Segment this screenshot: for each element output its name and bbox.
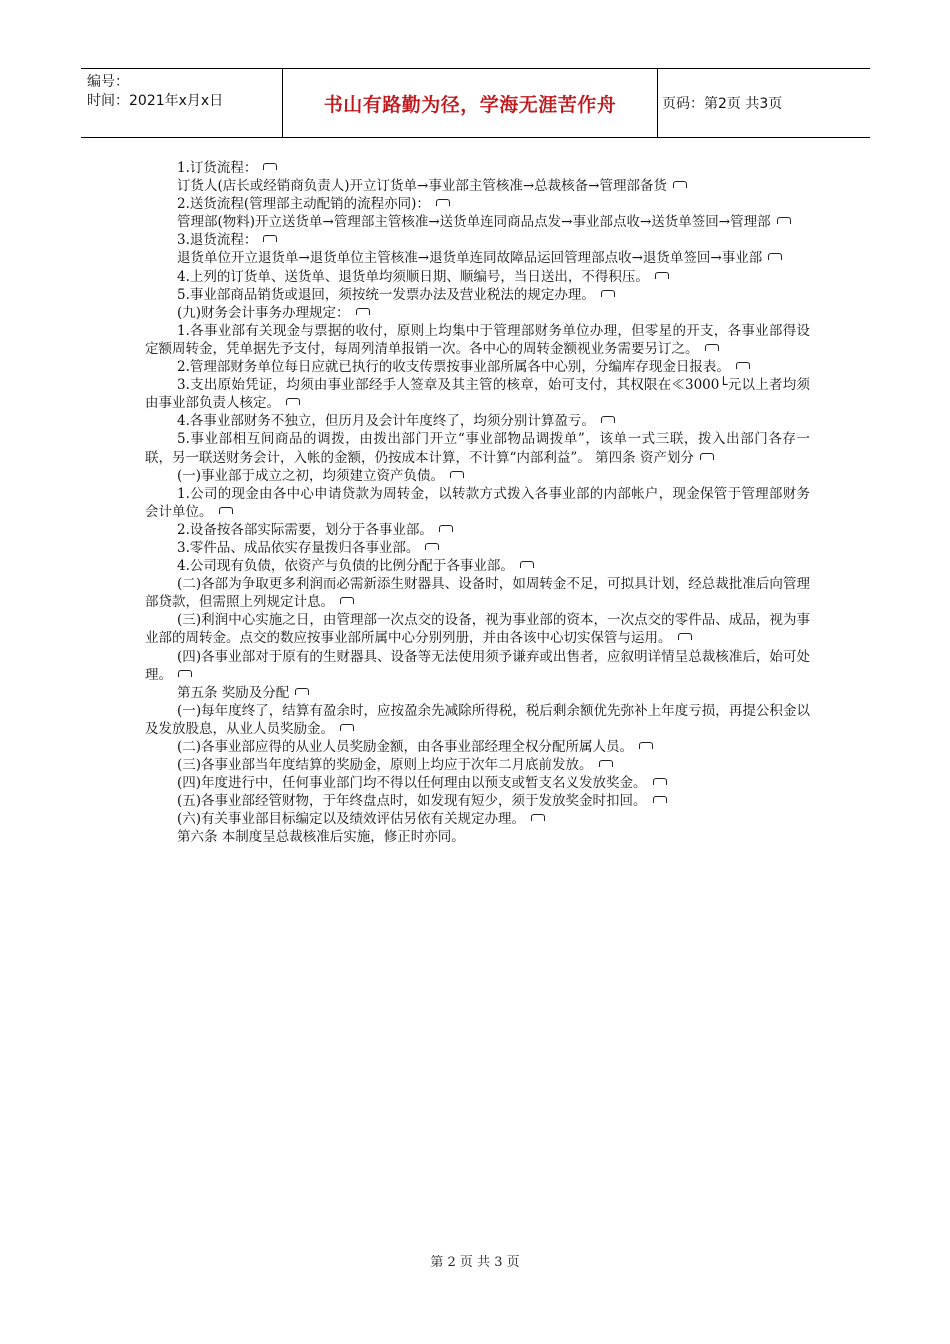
paragraph-mark-icon: [295, 688, 309, 695]
paragraph: (三)利润中心实施之日，由管理部一次点交的设备，视为事业部的资本，一次点交的零件品、成品，视为事业部的周转金。点交的数应按事业部所属中心分别列册，并由各该中心切实保管与运用。: [145, 612, 810, 647]
paragraph-mark-icon: [601, 290, 615, 297]
paragraph-mark-icon: [219, 507, 233, 514]
paragraph: 2.设备按各部实际需要，划分于各事业部。: [145, 521, 810, 539]
paragraph: 2.送货流程(管理部主动配销的流程亦同)：: [145, 195, 810, 213]
paragraph-mark-icon: [705, 344, 719, 351]
paragraph-mark-icon: [450, 471, 464, 478]
paragraph: 退货单位开立退货单→退货单位主管核准→退货单连同故障品运回管理部点收→退货单签回→事业部: [145, 249, 810, 267]
paragraph: 第五条 奖励及分配: [145, 684, 810, 702]
paragraph-mark-icon: [263, 163, 277, 170]
paragraph: 5.事业部相互间商品的调拨，由拨出部门开立“事业部物品调拨单”，该单一式三联，拨入出部门各存一联，另一联送财务会计，入帐的金额，仍按成本计算，不计算“内部利益”。 第四条 资产划分: [145, 431, 810, 466]
paragraph: 第六条 本制度呈总裁核准后实施，修正时亦同。: [177, 829, 465, 846]
paragraph: 4.上列的订货单、送货单、退货单均须顺日期、顺编号，当日送出，不得积压。: [145, 268, 810, 286]
paragraph: 3.支出原始凭证，均须由事业部经手人签章及其主管的核章，始可支付，其权限在≪3000└元以上者均须由事业部负责人核定。: [145, 377, 810, 412]
paragraph: 1.订货流程：: [145, 159, 810, 177]
paragraph: 3.零件品、成品依实存量拨归各事业部。: [145, 539, 810, 557]
paragraph: (一)事业部于成立之初，均须建立资产负债。: [145, 467, 810, 485]
paragraph-mark-icon: [655, 272, 669, 279]
header-page-info: 页码：第2页 共3页: [662, 96, 783, 112]
paragraph-mark-icon: [673, 181, 687, 188]
document-header: [81, 68, 870, 138]
paragraph: 5.事业部商品销货或退回，须按统一发票办法及营业税法的规定办理。: [145, 286, 810, 304]
header-motto: 书山有路勤为径，学海无涯苦作舟: [283, 69, 658, 137]
paragraph-mark-icon: [700, 453, 714, 460]
paragraph-mark-icon: [736, 362, 750, 369]
document-body: [145, 159, 810, 847]
paragraph-mark-icon: [601, 416, 615, 423]
paragraph: 4.公司现有负债，依资产与负债的比例分配于各事业部。: [145, 557, 810, 575]
paragraph: 2.管理部财务单位每日应就已执行的收支传票按事业部所属各中心别，分编库存现金日报表。: [145, 358, 810, 376]
paragraph-mark-icon: [768, 253, 782, 260]
paragraph: (四)各事业部对于原有的生财器具、设备等无法使用须予谦弃或出售者，应叙明详情呈总裁核准后，始可处理。: [145, 648, 810, 683]
paragraph-mark-icon: [520, 561, 534, 568]
header-left-cell: [81, 69, 283, 137]
paragraph-mark-icon: [777, 217, 791, 224]
doc-number-label: 编号：: [87, 74, 129, 90]
paragraph-mark-icon: [178, 670, 192, 677]
page-footer: 第 2 页 共 3 页: [430, 1255, 520, 1270]
paragraph-mark-icon: [340, 724, 354, 731]
paragraph: (二)各事业部应得的从业人员奖励金额，由各事业部经理全权分配所属人员。: [145, 738, 810, 756]
time-label: 时间：2021年x月x日: [87, 93, 224, 109]
paragraph-mark-icon: [425, 543, 439, 550]
paragraph-mark-icon: [653, 778, 667, 785]
paragraph: (四)年度进行中，任何事业部门均不得以任何理由以预支或暂支名义发放奖金。: [145, 774, 810, 792]
paragraph: 管理部(物料)开立送货单→管理部主管核准→送货单连同商品点发→事业部点收→送货单签回→管理部: [145, 213, 810, 231]
paragraph: 1.各事业部有关现金与票据的收付，原则上均集中于管理部财务单位办理，但零星的开支，各事业部得设定额周转金，凭单据先予支付，每周列清单报销一次。各中心的周转金额视业务需要另订之。: [145, 322, 810, 357]
paragraph: (三)各事业部当年度结算的奖励金，原则上均应于次年二月底前发放。: [145, 756, 810, 774]
paragraph: (二)各部为争取更多利润而必需新添生财器具、设备时，如周转金不足，可拟具计划，经总裁批准后向管理部贷款，但需照上列规定计息。: [145, 576, 810, 611]
paragraph: (一)每年度终了，结算有盈余时，应按盈余先减除所得税，税后剩余额优先弥补上年度亏损，再提公积金以及发放股息，从业人员奖励金。: [145, 702, 810, 737]
paragraph-mark-icon: [639, 742, 653, 749]
paragraph: (六)有关事业部目标编定以及绩效评估另依有关规定办理。: [145, 810, 810, 828]
paragraph: (九)财务会计事务办理规定：: [145, 304, 810, 322]
paragraph-mark-icon: [439, 525, 453, 532]
paragraph-mark-icon: [531, 814, 545, 821]
paragraph-mark-icon: [263, 235, 277, 242]
paragraph-mark-icon: [286, 398, 300, 405]
paragraph-mark-icon: [678, 633, 692, 640]
paragraph-mark-icon: [599, 760, 613, 767]
paragraph: 3.退货流程：: [145, 231, 810, 249]
paragraph-mark-icon: [356, 308, 370, 315]
paragraph: 1.公司的现金由各中心申请贷款为周转金，以转款方式拨入各事业部的内部帐户，现金保管于管理部财务会计单位。: [145, 485, 810, 520]
paragraph-mark-icon: [436, 199, 450, 206]
paragraph: 订货人(店长或经销商负责人)开立订货单→事业部主管核准→总裁核备→管理部备货: [145, 177, 810, 195]
paragraph-mark-icon: [340, 597, 354, 604]
paragraph: (五)各事业部经管财物，于年终盘点时，如发现有短少，须于发放奖金时扣回。: [145, 792, 810, 810]
paragraph: 4.各事业部财务不独立，但历月及会计年度终了，均须分别计算盈亏。: [145, 412, 810, 430]
paragraph-mark-icon: [653, 796, 667, 803]
